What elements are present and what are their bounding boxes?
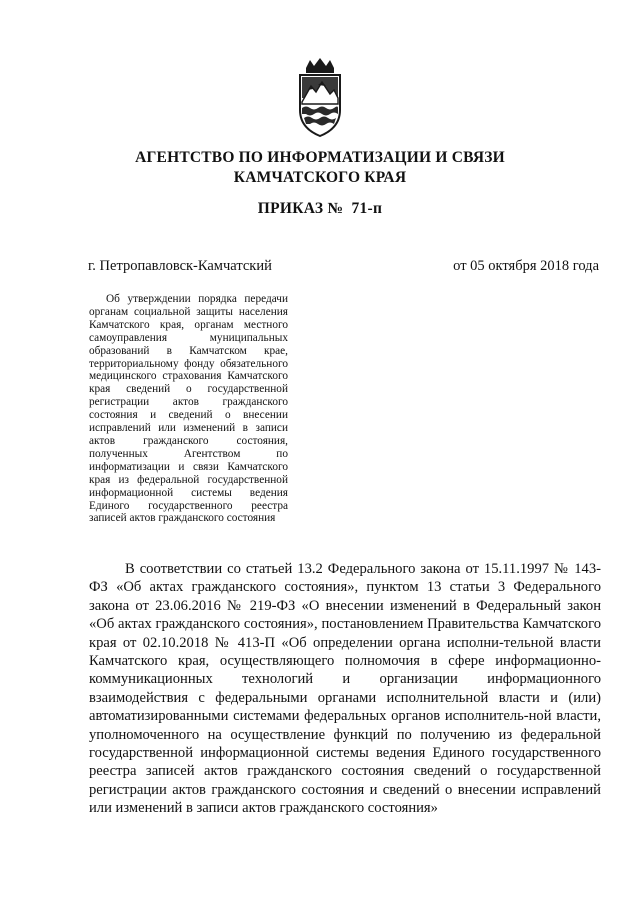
order-number: 71-п	[351, 200, 383, 217]
coat-of-arms-icon	[296, 58, 344, 138]
agency-name-line-2: КАМЧАТСКОГО КРАЯ	[233, 169, 407, 186]
order-subject: Об утверждении порядка передачи органам социальной защиты населения Камчатского края, органам местного самоуправления муниципальных образований в Камчатском крае, территориальному фонду обязательного медицинского страхования Камчатского края сведений о государственной регистрации актов гражданского состояния и сведений о внесении исправлений или изменений в записи актов гражданского состояния, полученных Агентством по информатизации и связи Камчатского края из федеральной государственной информационной системы ведения Единого государственного реестра записей актов гражданского состояния	[89, 293, 288, 525]
order-body-paragraph: В соответствии со статьей 13.2 Федерального закона от 15.11.1997 № 143-ФЗ «Об актах гражданского состояния», пунктом 13 статьи 3 Федерального закона от 23.06.2016 № 219-ФЗ «О внесении изменений в Федеральный закон «Об актах гражданского состояния», постановлением Правительства Камчатского края от 02.10.2018 № 413-П «Об определении органа исполни-тельной власти Камчатского края, осуществляющего полномочия в сфере информационно-коммуникационных технологий и организации информационного взаимодействия с федеральными органами исполнительной власти и (или) автоматизированными системами федеральных органов исполнитель-ной власти, уполномоченного на осуществление функций по получению из федеральной государственной информационной системы ведения Единого государственного реестра записей актов гражданского состояния сведений о государственной регистрации актов гражданского состояния и сведений о внесении исправлений или изменений в записи актов гражданского состояния»	[89, 561, 601, 817]
agency-name-line-1: АГЕНТСТВО ПО ИНФОРМАТИЗАЦИИ И СВЯЗИ	[135, 149, 505, 166]
order-label: ПРИКАЗ №	[257, 200, 344, 217]
document-city: г. Петропавловск-Камчатский	[88, 258, 272, 274]
document-date: от 05 октября 2018 года	[453, 258, 599, 274]
order-title	[40, 199, 600, 219]
